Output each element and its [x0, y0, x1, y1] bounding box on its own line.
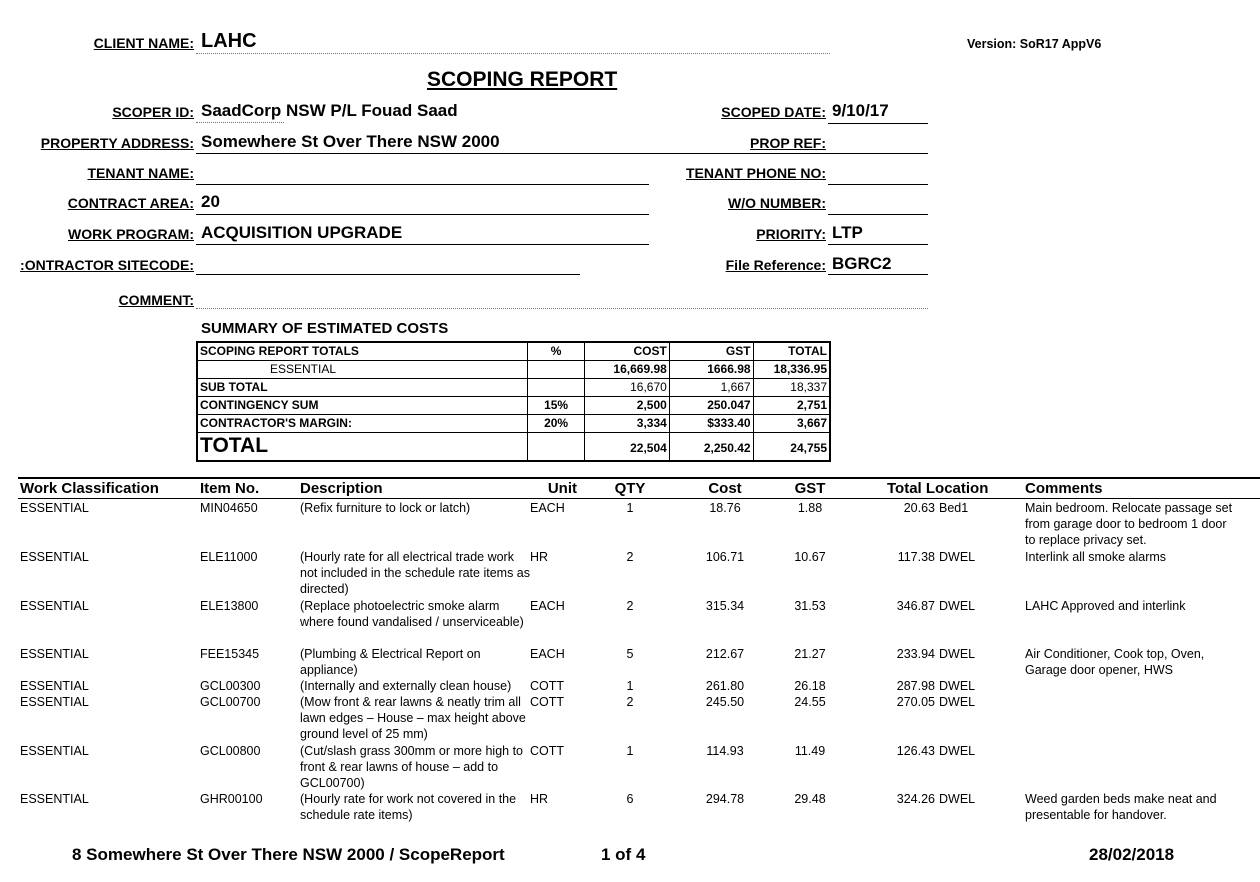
item-gst: 1.88	[797, 501, 823, 515]
scoper-id-label: SCOPER ID:	[112, 104, 194, 120]
item-comments: Air Conditioner, Cook top, Oven, Garage door opener, HWS	[1025, 647, 1205, 677]
col-header-item-no: Item No.	[200, 480, 260, 497]
item-total: 233.94	[896, 647, 935, 661]
item-qty: 1	[626, 679, 634, 693]
summary-contingency-gst: 250.047	[669, 397, 753, 415]
item-classification: ESSENTIAL	[20, 695, 89, 709]
item-gst: 31.53	[794, 599, 826, 613]
item-unit: COTT	[530, 695, 565, 709]
item-classification: ESSENTIAL	[20, 647, 89, 661]
item-unit: COTT	[530, 744, 565, 758]
item-gst: 29.48	[794, 792, 826, 806]
summary-essential-cost: 16,669.98	[585, 361, 670, 379]
summary-header-pct: %	[528, 342, 585, 361]
summary-margin-gst: $333.40	[669, 415, 753, 433]
property-address-value: Somewhere St Over There NSW 2000	[201, 132, 500, 151]
footer-address: 8 Somewhere St Over There NSW 2000 / ScopeReport	[72, 845, 505, 864]
item-cost: 315.34	[705, 599, 745, 613]
contract-area-label: CONTRACT AREA:	[67, 195, 194, 211]
item-qty: 2	[626, 695, 634, 709]
item-classification: ESSENTIAL	[20, 550, 89, 564]
work-program-underline	[196, 244, 649, 245]
summary-essential-total: 18,336.95	[753, 361, 830, 379]
item-location: DWEL	[939, 792, 976, 806]
item-classification: ESSENTIAL	[20, 599, 89, 613]
summary-header-row	[197, 342, 830, 361]
item-total: 126.43	[896, 744, 935, 758]
contract-area-underline	[196, 214, 649, 215]
item-unit: EACH	[530, 501, 565, 515]
item-description: (Replace photoelectric smoke alarm where found vandalised / unserviceable)	[300, 599, 524, 629]
col-header-description: Description	[300, 480, 383, 497]
scoped-date-label: SCOPED DATE:	[721, 104, 826, 120]
summary-contingency-pct: 15%	[528, 397, 585, 415]
work-program-label: WORK PROGRAM:	[68, 226, 194, 242]
col-header-cost: Cost	[708, 480, 742, 497]
item-cost: 114.93	[706, 744, 744, 758]
item-location: DWEL	[939, 695, 976, 709]
item-gst: 11.49	[794, 744, 826, 758]
item-location: DWEL	[939, 647, 976, 661]
summary-contingency-label: CONTINGENCY SUM	[197, 397, 528, 415]
item-item-no: ELE11000	[200, 550, 258, 564]
item-cost: 294.78	[705, 792, 745, 806]
item-description: (Cut/slash grass 300mm or more high to front & rear lawns of house – add to GCL00700)	[300, 744, 524, 790]
item-description: (Plumbing & Electrical Report on appliance)	[300, 647, 481, 677]
item-gst: 21.27	[794, 647, 826, 661]
tenant-phone-underline	[828, 184, 928, 185]
summary-margin-pct: 20%	[528, 415, 585, 433]
scoped-date-value: 9/10/17	[832, 101, 889, 120]
summary-table	[196, 341, 831, 462]
file-reference-label: File Reference:	[725, 257, 826, 273]
col-header-comments: Comments	[1025, 480, 1103, 497]
contract-area-value: 20	[201, 192, 220, 211]
priority-underline	[828, 244, 928, 245]
item-item-no: GCL00800	[200, 744, 261, 758]
col-header-qty: QTY	[614, 480, 646, 497]
item-gst: 10.67	[794, 550, 826, 564]
item-total: 346.87	[896, 599, 935, 613]
summary-margin-total: 3,667	[753, 415, 830, 433]
contractor-sitecode-underline	[196, 274, 580, 275]
summary-essential-gst: 1666.98	[669, 361, 753, 379]
item-unit: COTT	[530, 679, 565, 693]
wo-number-underline	[828, 214, 928, 215]
item-cost: 245.50	[705, 695, 745, 709]
property-address-label: PROPERTY ADDRESS:	[40, 135, 194, 151]
item-unit: HR	[530, 550, 549, 564]
comment-label: COMMENT:	[118, 292, 194, 308]
tenant-name-underline	[196, 184, 649, 185]
summary-margin-label: CONTRACTOR'S MARGIN:	[197, 415, 528, 433]
summary-title: SUMMARY OF ESTIMATED COSTS	[201, 320, 449, 337]
summary-header-gst: GST	[669, 342, 753, 361]
work-program-value: ACQUISITION UPGRADE	[201, 223, 403, 242]
items-top-rule	[18, 477, 1260, 479]
item-location: DWEL	[939, 550, 976, 564]
wo-number-label: W/O NUMBER:	[728, 195, 826, 211]
item-classification: ESSENTIAL	[20, 679, 89, 693]
item-classification: ESSENTIAL	[20, 744, 89, 758]
report-title: SCOPING REPORT	[427, 68, 618, 91]
file-reference-underline	[828, 274, 928, 275]
summary-header-label: SCOPING REPORT TOTALS	[197, 342, 528, 361]
item-qty: 5	[626, 647, 634, 661]
item-item-no: GCL00300	[200, 679, 261, 693]
item-total: 270.05	[896, 695, 935, 709]
footer-page: 1 of 4	[601, 845, 646, 864]
item-location: DWEL	[939, 744, 976, 758]
summary-subtotal-row	[197, 379, 830, 397]
item-item-no: GCL00700	[200, 695, 261, 709]
summary-header-total: TOTAL	[753, 342, 830, 361]
summary-contingency-cost: 2,500	[585, 397, 670, 415]
summary-margin-cost: 3,334	[585, 415, 670, 433]
item-comments: Interlink all smoke alarms	[1025, 550, 1167, 564]
summary-total-cost: 22,504	[585, 433, 670, 461]
item-unit: EACH	[530, 647, 565, 661]
col-header-total-location: Total Location	[887, 480, 989, 497]
summary-header-cost: COST	[585, 342, 670, 361]
item-cost: 18.76	[709, 501, 741, 515]
summary-subtotal-label: SUB TOTAL	[197, 379, 528, 397]
summary-essential-row	[197, 361, 830, 379]
item-qty: 1	[626, 501, 634, 515]
file-reference-value: BGRC2	[832, 254, 892, 273]
item-gst: 26.18	[794, 679, 826, 693]
item-item-no: GHR00100	[200, 792, 263, 806]
footer-date: 28/02/2018	[1089, 845, 1175, 864]
item-classification: ESSENTIAL	[20, 501, 89, 515]
item-cost: 261.80	[705, 679, 745, 693]
item-total: 117.38	[897, 550, 935, 564]
col-header-gst: GST	[794, 480, 826, 497]
item-total: 324.26	[896, 792, 935, 806]
client-name-underline	[196, 53, 830, 54]
items-header-rule	[18, 498, 1260, 499]
summary-total-label: TOTAL	[197, 433, 528, 461]
item-description: (Hourly rate for work not covered in the schedule rate items)	[300, 792, 517, 822]
item-description: (Hourly rate for all electrical trade work not included in the schedule rate items as directed)	[300, 550, 530, 596]
item-unit: EACH	[530, 599, 565, 613]
version-label: Version: SoR17 AppV6	[967, 37, 1102, 51]
item-gst: 24.55	[794, 695, 826, 709]
item-item-no: FEE15345	[200, 647, 260, 661]
item-description: (Mow front & rear lawns & neatly trim all lawn edges – House – max height above ground level of 25 mm)	[300, 695, 526, 741]
item-item-no: ELE13800	[200, 599, 259, 613]
summary-contingency-total: 2,751	[753, 397, 830, 415]
item-unit: HR	[530, 792, 549, 806]
item-qty: 6	[626, 792, 634, 806]
col-header-classification: Work Classification	[20, 480, 159, 497]
item-location: DWEL	[939, 679, 976, 693]
item-comments: Weed garden beds make neat and presentable for handover.	[1025, 792, 1217, 822]
item-qty: 2	[626, 599, 634, 613]
contractor-sitecode-label: :ONTRACTOR SITECODE:	[20, 257, 194, 273]
item-item-no: MIN04650	[200, 501, 258, 515]
client-name-value: LAHC	[201, 30, 257, 52]
summary-subtotal-gst: 1,667	[669, 379, 753, 397]
scoper-id-value: SaadCorp NSW P/L Fouad Saad	[201, 101, 458, 120]
summary-total-total: 24,755	[753, 433, 830, 461]
summary-essential-label: ESSENTIAL	[197, 361, 528, 379]
prop-ref-label: PROP REF:	[750, 135, 826, 151]
item-description: (Internally and externally clean house)	[300, 679, 512, 693]
summary-total-row	[197, 433, 830, 461]
item-comments: Main bedroom. Relocate passage set from garage door to bedroom 1 door to replace privacy set.	[1025, 501, 1233, 547]
item-classification: ESSENTIAL	[20, 792, 89, 806]
item-qty: 2	[626, 550, 634, 564]
col-header-unit: Unit	[547, 480, 577, 497]
client-name-label: CLIENT NAME:	[93, 35, 194, 51]
summary-total-gst: 2,250.42	[669, 433, 753, 461]
tenant-phone-label: TENANT PHONE NO:	[686, 165, 826, 181]
priority-label: PRIORITY:	[756, 226, 826, 242]
item-location: Bed1	[939, 501, 969, 515]
summary-subtotal-pct	[528, 379, 585, 397]
priority-value: LTP	[832, 223, 863, 242]
item-location: DWEL	[939, 599, 976, 613]
item-total: 287.98	[896, 679, 935, 693]
scoper-id-underline	[196, 122, 284, 123]
item-total: 20.63	[903, 501, 935, 515]
item-cost: 106.71	[705, 550, 745, 564]
item-cost: 212.67	[705, 647, 745, 661]
item-qty: 1	[626, 744, 634, 758]
summary-margin-row	[197, 415, 830, 433]
property-address-underline	[196, 153, 928, 154]
summary-subtotal-cost: 16,670	[585, 379, 670, 397]
scoped-date-underline	[828, 123, 928, 124]
summary-essential-pct	[528, 361, 585, 379]
summary-contingency-row	[197, 397, 830, 415]
comment-underline	[196, 308, 928, 309]
tenant-name-label: TENANT NAME:	[87, 165, 194, 181]
summary-total-pct	[528, 433, 585, 461]
item-comments: LAHC Approved and interlink	[1025, 599, 1186, 613]
item-description: (Refix furniture to lock or latch)	[300, 501, 471, 515]
summary-subtotal-total: 18,337	[753, 379, 830, 397]
